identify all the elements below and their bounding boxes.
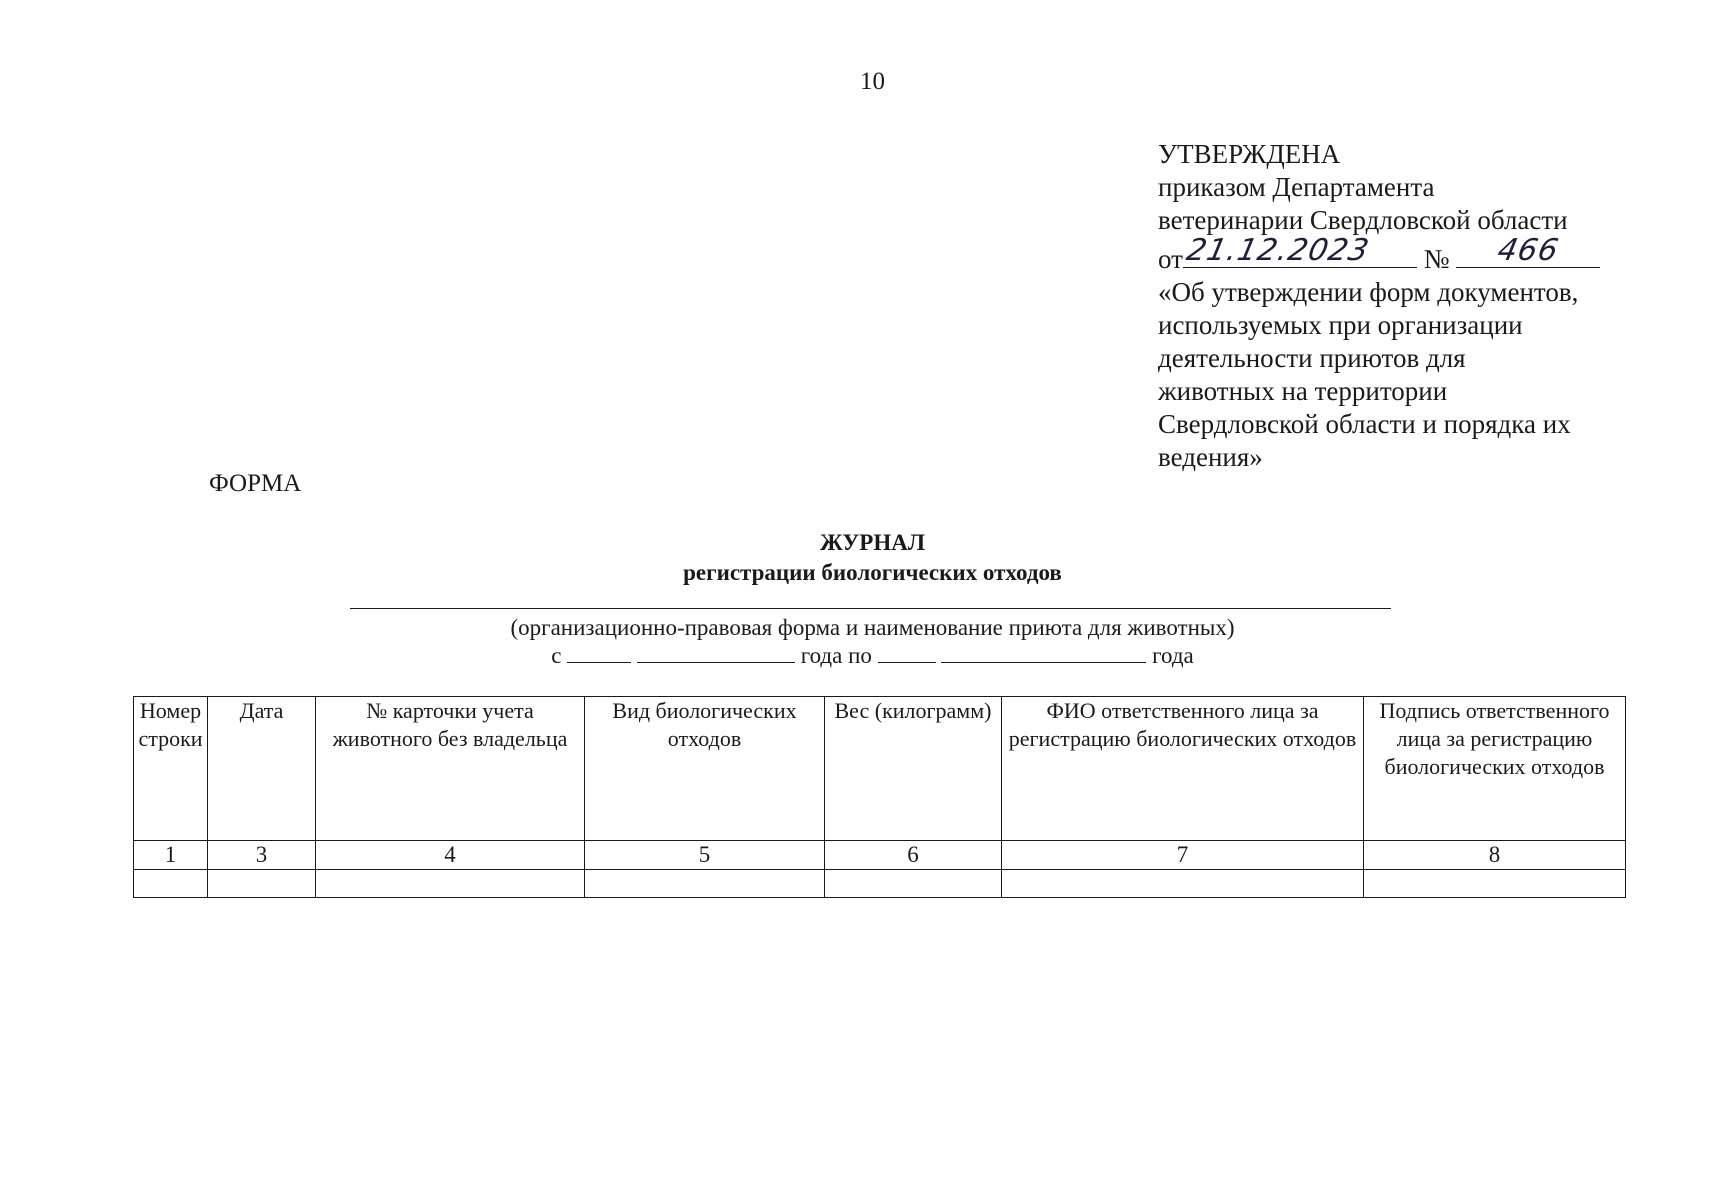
column-number: 3	[208, 841, 316, 870]
number-prefix: №	[1423, 244, 1450, 274]
period-from-prefix: с	[551, 643, 562, 668]
organization-caption: (организационно-правовая форма и наименование приюта для животных)	[510, 615, 1235, 640]
approval-line-1: приказом Департамента	[1158, 172, 1435, 202]
order-title-line: ведения»	[1158, 442, 1263, 472]
column-number: 7	[1002, 841, 1364, 870]
column-header: Вид биологических отходов	[585, 697, 825, 841]
column-number: 6	[825, 841, 1002, 870]
form-label: ФОРМА	[209, 470, 302, 497]
period-to-month-year-blank	[941, 644, 1146, 663]
approval-date-number-line	[1158, 233, 1628, 276]
column-number: 8	[1364, 841, 1626, 870]
column-header: Вес (килограмм)	[825, 697, 1002, 841]
column-header: Номер строки	[134, 697, 208, 841]
table-cell[interactable]	[825, 870, 1002, 898]
journal-table	[133, 696, 1626, 898]
table-cell[interactable]	[134, 870, 208, 898]
date-field	[1183, 233, 1417, 268]
handwritten-date: 21.12.2023	[1183, 233, 1373, 268]
period-from-day-blank	[567, 644, 631, 663]
date-prefix: от	[1158, 244, 1183, 274]
number-field	[1456, 233, 1600, 268]
column-header: Дата	[208, 697, 316, 841]
document-subtitle: регистрации биологических отходов	[683, 560, 1062, 585]
order-title-line: деятельности приютов для	[1158, 343, 1466, 373]
handwritten-number: 466	[1494, 233, 1563, 268]
column-header: № карточки учета животного без владельца	[316, 697, 585, 841]
table-cell[interactable]	[208, 870, 316, 898]
period-to-word: года по	[800, 643, 872, 668]
table-row	[134, 870, 1626, 898]
approval-line-2: ветеринарии Свердловской области	[1158, 205, 1568, 235]
order-title-line: «Об утверждении форм документов,	[1158, 277, 1579, 307]
document-title: ЖУРНАЛ	[820, 530, 925, 555]
period-line	[0, 642, 1711, 670]
table-cell[interactable]	[1364, 870, 1626, 898]
document-title-block	[0, 528, 1711, 588]
approval-stamp-block	[1158, 138, 1628, 474]
organization-name-line	[350, 608, 1391, 609]
column-number: 5	[585, 841, 825, 870]
column-number-row	[134, 841, 1626, 870]
column-number: 1	[134, 841, 208, 870]
column-header: Подпись ответственного лица за регистрацию биологических отходов	[1364, 697, 1626, 841]
period-to-day-blank	[878, 644, 936, 663]
table-header-row	[134, 697, 1626, 841]
period-from-month-year-blank	[637, 644, 795, 663]
order-title-line: Свердловской области и порядка их	[1158, 409, 1571, 439]
table-cell[interactable]	[316, 870, 585, 898]
page-number: 10	[860, 68, 885, 95]
order-title-line: используемых при организации	[1158, 310, 1523, 340]
table-cell[interactable]	[585, 870, 825, 898]
table-cell[interactable]	[1002, 870, 1364, 898]
approval-heading: УТВЕРЖДЕНА	[1158, 139, 1341, 169]
order-title-line: животных на территории	[1158, 376, 1448, 406]
column-number: 4	[316, 841, 585, 870]
column-header: ФИО ответственного лица за регистрацию биологических отходов	[1002, 697, 1364, 841]
period-year-word: года	[1152, 643, 1194, 668]
